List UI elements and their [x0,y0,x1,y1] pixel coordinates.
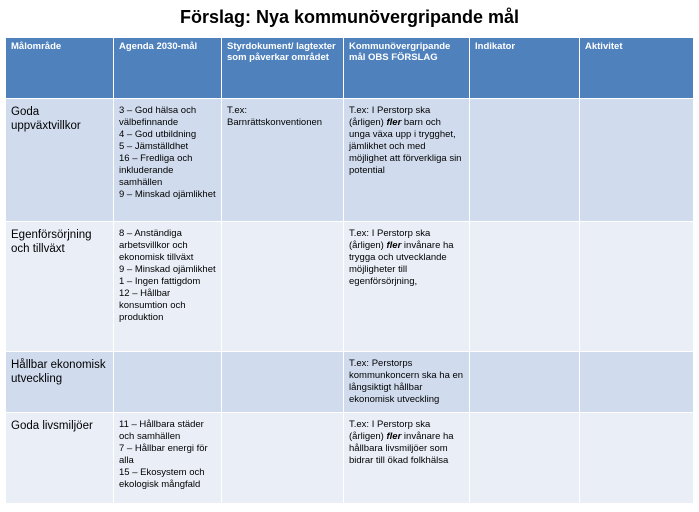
goal-emphasis: fler [386,117,402,128]
agenda-item: 4 – God utbildning [119,129,197,140]
indikator-cell [470,352,580,413]
agenda-item: 3 – God hälsa och välbefinnande [119,105,197,128]
agenda-item: 8 – Anständiga arbetsvillkor och ekonomisk tillväxt [119,228,194,263]
goals-table [5,37,694,504]
agenda-cell [114,222,222,352]
aktivitet-cell [580,99,694,222]
styrdokument-cell: T.ex: Barnrättskonventionen [222,99,344,222]
goal-emphasis: fler [386,431,402,442]
table-row [6,352,694,413]
agenda-cell [114,99,222,222]
agenda-item: 11 – Hållbara städer och samhällen [119,419,204,442]
indikator-cell [470,413,580,504]
agenda-item: 1 – Ingen fattigdom [119,276,201,287]
goal-cell: T.ex: I Perstorp ska (årligen) fler barn och unga växa upp i trygghet, jämlikhet och med möjlighet att förverkliga sin potential [344,99,470,222]
agenda-item: 15 – Ekosystem och ekologisk mångfald [119,467,205,490]
header-agenda: Agenda 2030-mål [114,38,222,99]
agenda-item: 7 – Hållbar energi för alla [119,443,208,466]
table-row [6,222,694,352]
indikator-cell [470,222,580,352]
aktivitet-cell [580,413,694,504]
header-aktivitet: Aktivitet [580,38,694,99]
styrdokument-cell [222,352,344,413]
indikator-cell [470,99,580,222]
header-kommunmal: Kommunövergripande mål OBS FÖRSLAG [344,38,470,99]
styrdokument-cell [222,413,344,504]
agenda-item: 16 – Fredliga och inkluderande samhällen [119,153,193,188]
agenda-item: 9 – Minskad ojämlikhet [119,264,216,275]
aktivitet-cell [580,222,694,352]
agenda-item: 9 – Minskad ojämlikhet [119,189,216,200]
agenda-item: 5 – Jämställdhet [119,141,189,152]
agenda-cell [114,352,222,413]
header-malomrade: Målområde [6,38,114,99]
agenda-item: 12 – Hållbar konsumtion och produktion [119,288,186,323]
page-title: Förslag: Nya kommunövergripande mål [179,7,520,27]
goal-emphasis: fler [386,240,402,251]
table-header-row [6,38,694,99]
header-styrdokument: Styrdokument/ lagtexter som påverkar området [222,38,344,99]
header-indikator: Indikator [470,38,580,99]
aktivitet-cell [580,352,694,413]
table-row [6,413,694,504]
table-row [6,99,694,222]
goal-cell: T.ex: Perstorps kommunkoncern ska ha en långsiktigt hållbar ekonomisk utveckling [344,352,470,413]
area-cell: Hållbar ekonomisk utveckling [6,352,114,413]
area-cell: Goda uppväxtvillkor [6,99,114,222]
area-cell: Goda livsmiljöer [6,413,114,504]
agenda-cell [114,413,222,504]
goal-cell: T.ex: I Perstorp ska (årligen) fler invånare ha hållbara livsmiljöer som bidrar till ökad folkhälsa [344,413,470,504]
styrdokument-cell [222,222,344,352]
goal-cell: T.ex: I Perstorp ska (årligen) fler invånare ha trygga och utvecklande möjligheter till egenförsörjning, [344,222,470,352]
area-cell: Egenförsörjning och tillväxt [6,222,114,352]
